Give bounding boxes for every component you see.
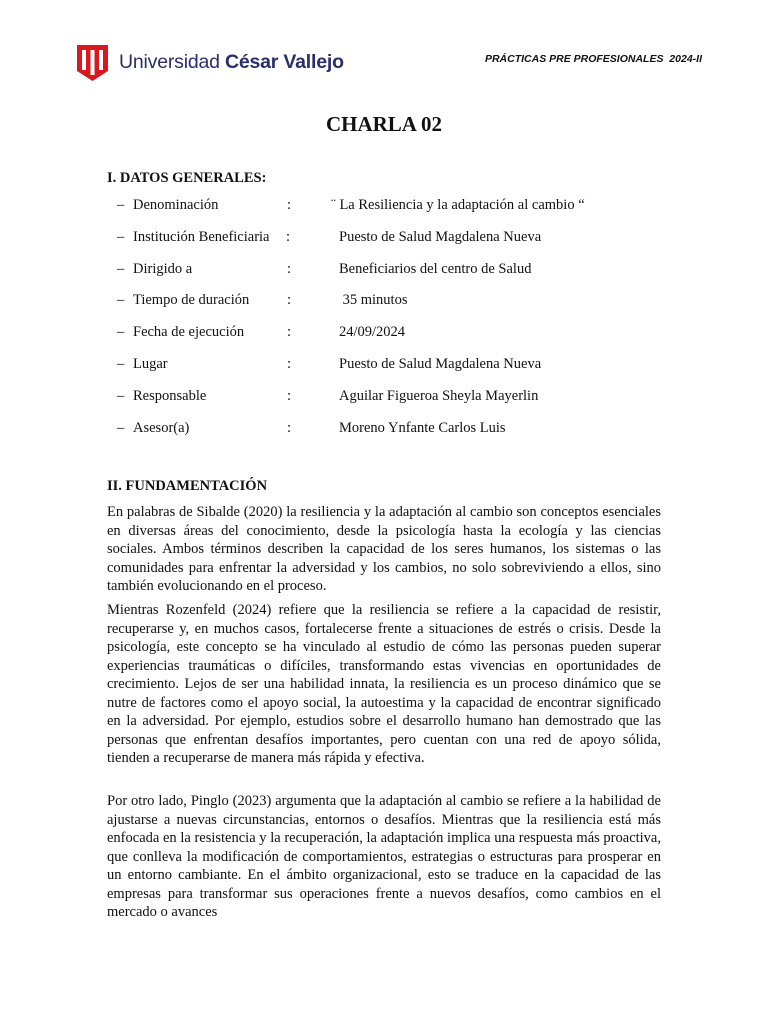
data-row-value: Puesto de Salud Magdalena Nueva xyxy=(339,229,542,245)
data-row xyxy=(117,324,677,344)
university-logo xyxy=(76,42,344,82)
list-dash: – xyxy=(117,261,125,277)
data-row-label: Denominación xyxy=(133,197,219,213)
data-row-colon: : xyxy=(287,388,292,404)
data-row-value: Puesto de Salud Magdalena Nueva xyxy=(339,356,542,372)
list-dash: – xyxy=(117,292,125,308)
section-general-data-heading: I. DATOS GENERALES: xyxy=(107,170,267,186)
university-name-bold: César Vallejo xyxy=(224,50,344,73)
data-row-value: 35 minutos xyxy=(339,292,408,308)
list-dash: – xyxy=(117,356,125,372)
data-row-colon: : xyxy=(287,324,292,340)
data-row-value: Moreno Ynfante Carlos Luis xyxy=(339,420,506,436)
data-row-value: Beneficiarios del centro de Salud xyxy=(339,261,532,277)
data-row-label: Institución Beneficiaria xyxy=(133,229,270,245)
data-row-label: Fecha de ejecución xyxy=(133,324,245,340)
data-row-value: ¨ La Resiliencia y la adaptación al cambio “ xyxy=(331,197,585,213)
data-row xyxy=(117,420,677,440)
university-name-regular: Universidad xyxy=(119,50,220,73)
data-row xyxy=(117,292,677,312)
data-row xyxy=(117,261,677,281)
page-header xyxy=(0,0,768,100)
data-row-label: Dirigido a xyxy=(133,261,193,277)
section-fundamentation-heading: II. FUNDAMENTACIÓN xyxy=(107,478,268,494)
data-row xyxy=(117,356,677,376)
data-row-colon: : xyxy=(287,420,292,436)
data-row-label: Lugar xyxy=(133,356,168,372)
data-row-label: Asesor(a) xyxy=(133,420,190,436)
list-dash: – xyxy=(117,388,125,404)
university-name xyxy=(119,51,344,74)
paragraph: En palabras de Sibalde (2020) la resiliencia y la adaptación al cambio son conceptos esenciales en diversas áreas del conocimiento, desde la psicología hasta la ecología y las ciencias sociales. Ambos términos describen la capacidad de los seres humanos, los sistemas o las comunidades para enfrentar la adversidad y los cambios, no solo sobreviviendo a ellos, sino también evolucionando en el proceso. xyxy=(107,504,661,594)
data-row-value: Aguilar Figueroa Sheyla Mayerlin xyxy=(339,388,539,404)
list-dash: – xyxy=(117,229,125,245)
document-title: CHARLA 02 xyxy=(325,112,443,136)
data-row-colon: : xyxy=(287,356,292,372)
list-dash: – xyxy=(117,324,125,340)
data-row-colon: : xyxy=(287,292,292,308)
ucv-shield-icon xyxy=(76,42,109,82)
data-row-colon: : xyxy=(287,197,292,213)
data-row-label: Responsable xyxy=(133,388,207,404)
data-row-colon: : xyxy=(286,229,291,245)
data-row xyxy=(117,229,677,249)
data-row xyxy=(117,388,677,408)
data-row-value: 24/09/2024 xyxy=(339,324,406,340)
list-dash: – xyxy=(117,197,125,213)
data-row-label: Tiempo de duración xyxy=(133,292,250,308)
data-row xyxy=(117,197,677,217)
data-row-colon: : xyxy=(287,261,292,277)
paragraph: Mientras Rozenfeld (2024) refiere que la resiliencia se refiere a la capacidad de resistir, recuperarse y, en muchos casos, fortalecerse frente a situaciones de estrés o crisis. Desde la psicología, este concepto se ha vinculado al estudio de cómo las personas pueden superar experiencias traumáticas o difíciles, transformando estas vivencias en oportunidades de crecimiento. Lejos de ser una habilidad innata, la resiliencia es un proceso dinámico que se nutre de factores como el apoyo social, la autoestima y la capacidad de encontrar significado en la adversidad. Por ejemplo, estudios sobre el desarrollo humano han demostrado que las personas que enfrentan desafíos importantes, pero cuentan con una red de apoyo sólida, tienden a recuperarse de manera más rápida y efectiva. xyxy=(107,602,661,766)
list-dash: – xyxy=(117,420,125,436)
paragraph: Por otro lado, Pinglo (2023) argumenta que la adaptación al cambio se refiere a la habilidad de ajustarse a nuevas circunstancias, entornos o desafíos. Mientras que la resiliencia está más enfocada en la resistencia y la recuperación, la adaptación implica una respuesta más proactiva, que conlleva la modificación de comportamientos, estrategias o estructuras para prosperar en un entorno cambiante. En el ámbito organizacional, esto se traduce en la capacidad de las empresas para transformar sus operaciones frente a nuevos desafíos, como cambios en el mercado o avances xyxy=(107,793,661,920)
header-course-label: PRÁCTICAS PRE PROFESIONALES 2024-II xyxy=(484,53,702,65)
